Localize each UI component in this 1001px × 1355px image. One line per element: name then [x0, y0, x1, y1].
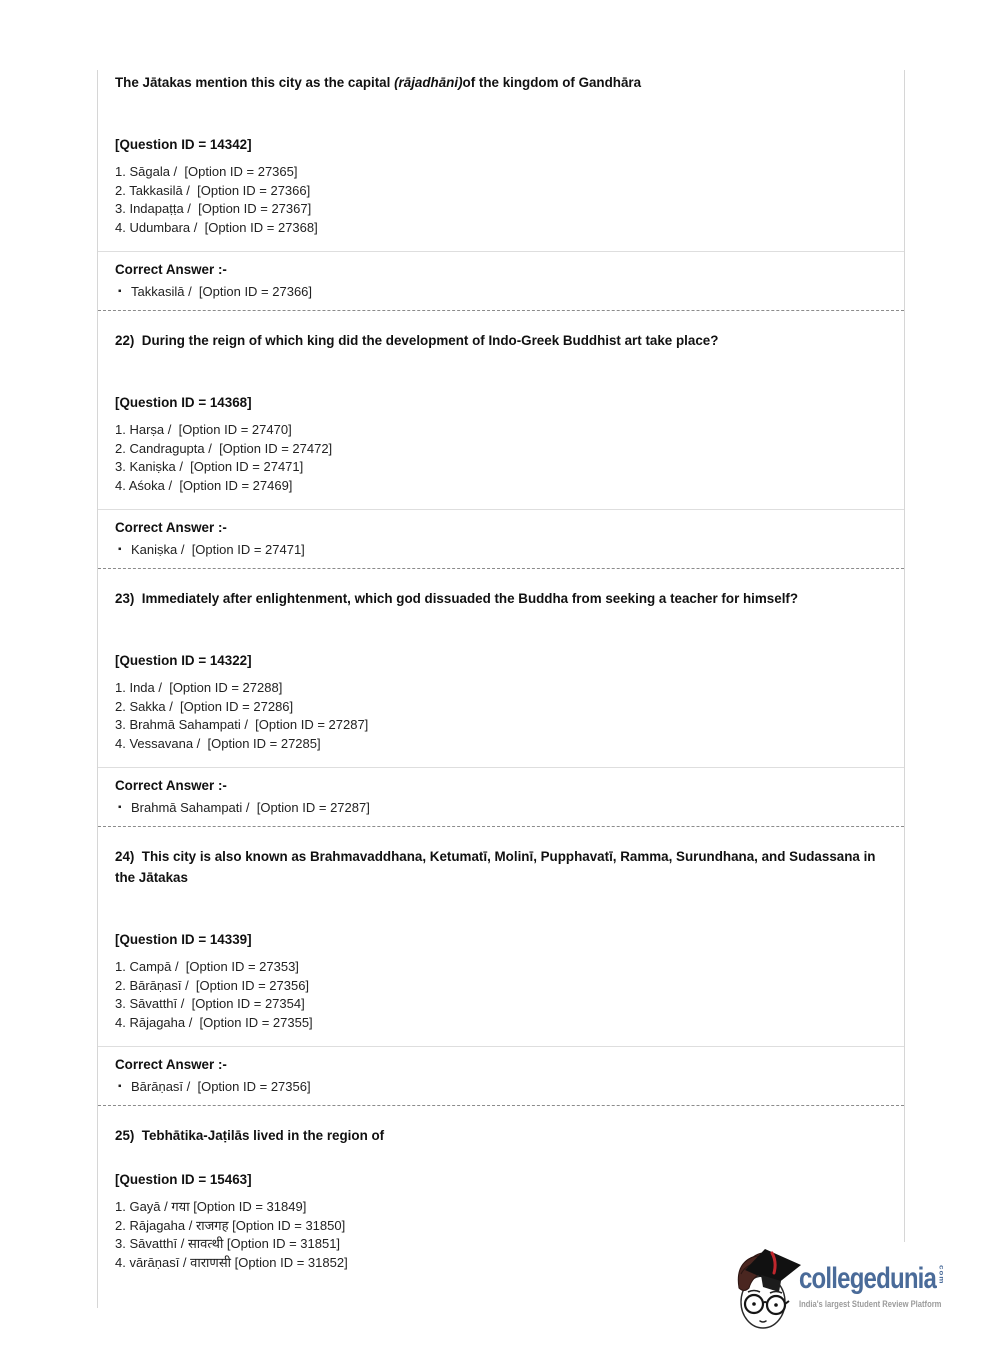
question-text-after: of the kingdom of Gandhāra	[462, 75, 642, 90]
option-2: 2. Rājagaha / राजगह [Option ID = 31850]	[115, 1217, 346, 1233]
correct-answer-item	[115, 799, 884, 817]
question-id: [Question ID = 14322]	[115, 653, 252, 668]
option-2: 2. Sakka / [Option ID = 27286]	[115, 698, 294, 714]
bullet-icon	[118, 799, 122, 817]
option-2: 2. Takkasilā / [Option ID = 27366]	[115, 182, 311, 198]
bullet-icon	[118, 1078, 122, 1096]
question-text: 22) During the reign of which king did the development of Indo-Greek Buddhist art take place?	[115, 333, 719, 348]
question-block-23	[98, 569, 904, 753]
options-list	[115, 958, 884, 1032]
option-3: 3. Kaniṣka / [Option ID = 27471]	[115, 459, 304, 474]
options-list	[115, 163, 884, 237]
option-3: 3. Sāvatthī / [Option ID = 27354]	[115, 996, 305, 1011]
correct-answer-block	[98, 767, 904, 826]
question-block-top	[98, 70, 904, 237]
question-text: 23) Immediately after enlightenment, which god dissuaded the Buddha from seeking a teacher for himself?	[115, 591, 799, 606]
collegedunia-tld-text: com	[937, 1265, 945, 1285]
option-3: 3. Brahmā Sahampati / [Option ID = 27287]	[115, 717, 369, 732]
correct-answer-item	[115, 541, 884, 559]
question-text-before: The Jātakas mention this city as the capital	[115, 75, 395, 90]
bullet-icon	[118, 541, 122, 559]
option-3: 3. Indapaṭṭa / [Option ID = 27367]	[115, 201, 312, 216]
option-1: 1. Gayā / गया [Option ID = 31849]	[115, 1199, 307, 1214]
bullet-icon	[118, 283, 122, 301]
option-1: 1. Sāgala / [Option ID = 27365]	[115, 164, 298, 179]
collegedunia-tagline: India's largest Student Review Platform	[799, 1299, 942, 1310]
option-2: 2. Candragupta / [Option ID = 27472]	[115, 440, 333, 456]
question-block-24	[98, 827, 904, 1032]
collegedunia-wordmark	[799, 1262, 959, 1310]
option-4: 4. Udumbara / [Option ID = 27368]	[115, 219, 318, 235]
question-id: [Question ID = 14339]	[115, 932, 252, 947]
correct-answer-heading: Correct Answer :-	[115, 262, 227, 277]
question-text-italic: (rājadhāni)	[394, 75, 463, 90]
correct-answer-item	[115, 1078, 884, 1096]
collegedunia-mascot-icon	[735, 1244, 807, 1332]
correct-answer-text: Bārāṇasī / [Option ID = 27356]	[131, 1079, 311, 1094]
options-list	[115, 421, 884, 495]
option-1: 1. Harṣa / [Option ID = 27470]	[115, 422, 292, 437]
option-2: 2. Bārāṇasī / [Option ID = 27356]	[115, 977, 310, 993]
question-text: 25) Tebhātika-Jaṭilās lived in the region of	[115, 1128, 385, 1143]
option-4: 4. Rājagaha / [Option ID = 27355]	[115, 1014, 313, 1030]
option-4: 4. vārāṇasī / वाराणसी [Option ID = 31852]	[115, 1254, 348, 1270]
correct-answer-block	[98, 1046, 904, 1105]
correct-answer-item	[115, 283, 884, 301]
option-1: 1. Campā / [Option ID = 27353]	[115, 959, 299, 974]
correct-answer-block	[98, 509, 904, 568]
correct-answer-heading: Correct Answer :-	[115, 778, 227, 793]
question-block-22	[98, 311, 904, 495]
correct-answer-text: Kaniṣka / [Option ID = 27471]	[131, 542, 305, 557]
question-text	[115, 72, 884, 93]
correct-answer-text: Brahmā Sahampati / [Option ID = 27287]	[131, 800, 370, 815]
collegedunia-brand-text: collegedunia	[799, 1262, 937, 1295]
correct-answer-heading: Correct Answer :-	[115, 1057, 227, 1072]
question-text: 24) This city is also known as Brahmavaddhana, Ketumatī, Molinī, Pupphavatī, Ramma, Surundhana, and Sudassana in the Jātakas	[115, 849, 880, 885]
correct-answer-block	[98, 251, 904, 310]
question-id: [Question ID = 14342]	[115, 137, 252, 152]
option-4: 4. Vessavana / [Option ID = 27285]	[115, 735, 321, 751]
option-3: 3. Sāvatthī / सावत्थी [Option ID = 31851]	[115, 1236, 341, 1251]
correct-answer-heading: Correct Answer :-	[115, 520, 227, 535]
option-4: 4. Aśoka / [Option ID = 27469]	[115, 477, 293, 493]
question-paper-column	[97, 70, 905, 1308]
option-1: 1. Inda / [Option ID = 27288]	[115, 680, 283, 695]
collegedunia-logo	[733, 1242, 1001, 1332]
options-list	[115, 679, 884, 753]
question-id: [Question ID = 14368]	[115, 395, 252, 410]
correct-answer-text: Takkasilā / [Option ID = 27366]	[131, 284, 313, 299]
question-id: [Question ID = 15463]	[115, 1172, 252, 1187]
